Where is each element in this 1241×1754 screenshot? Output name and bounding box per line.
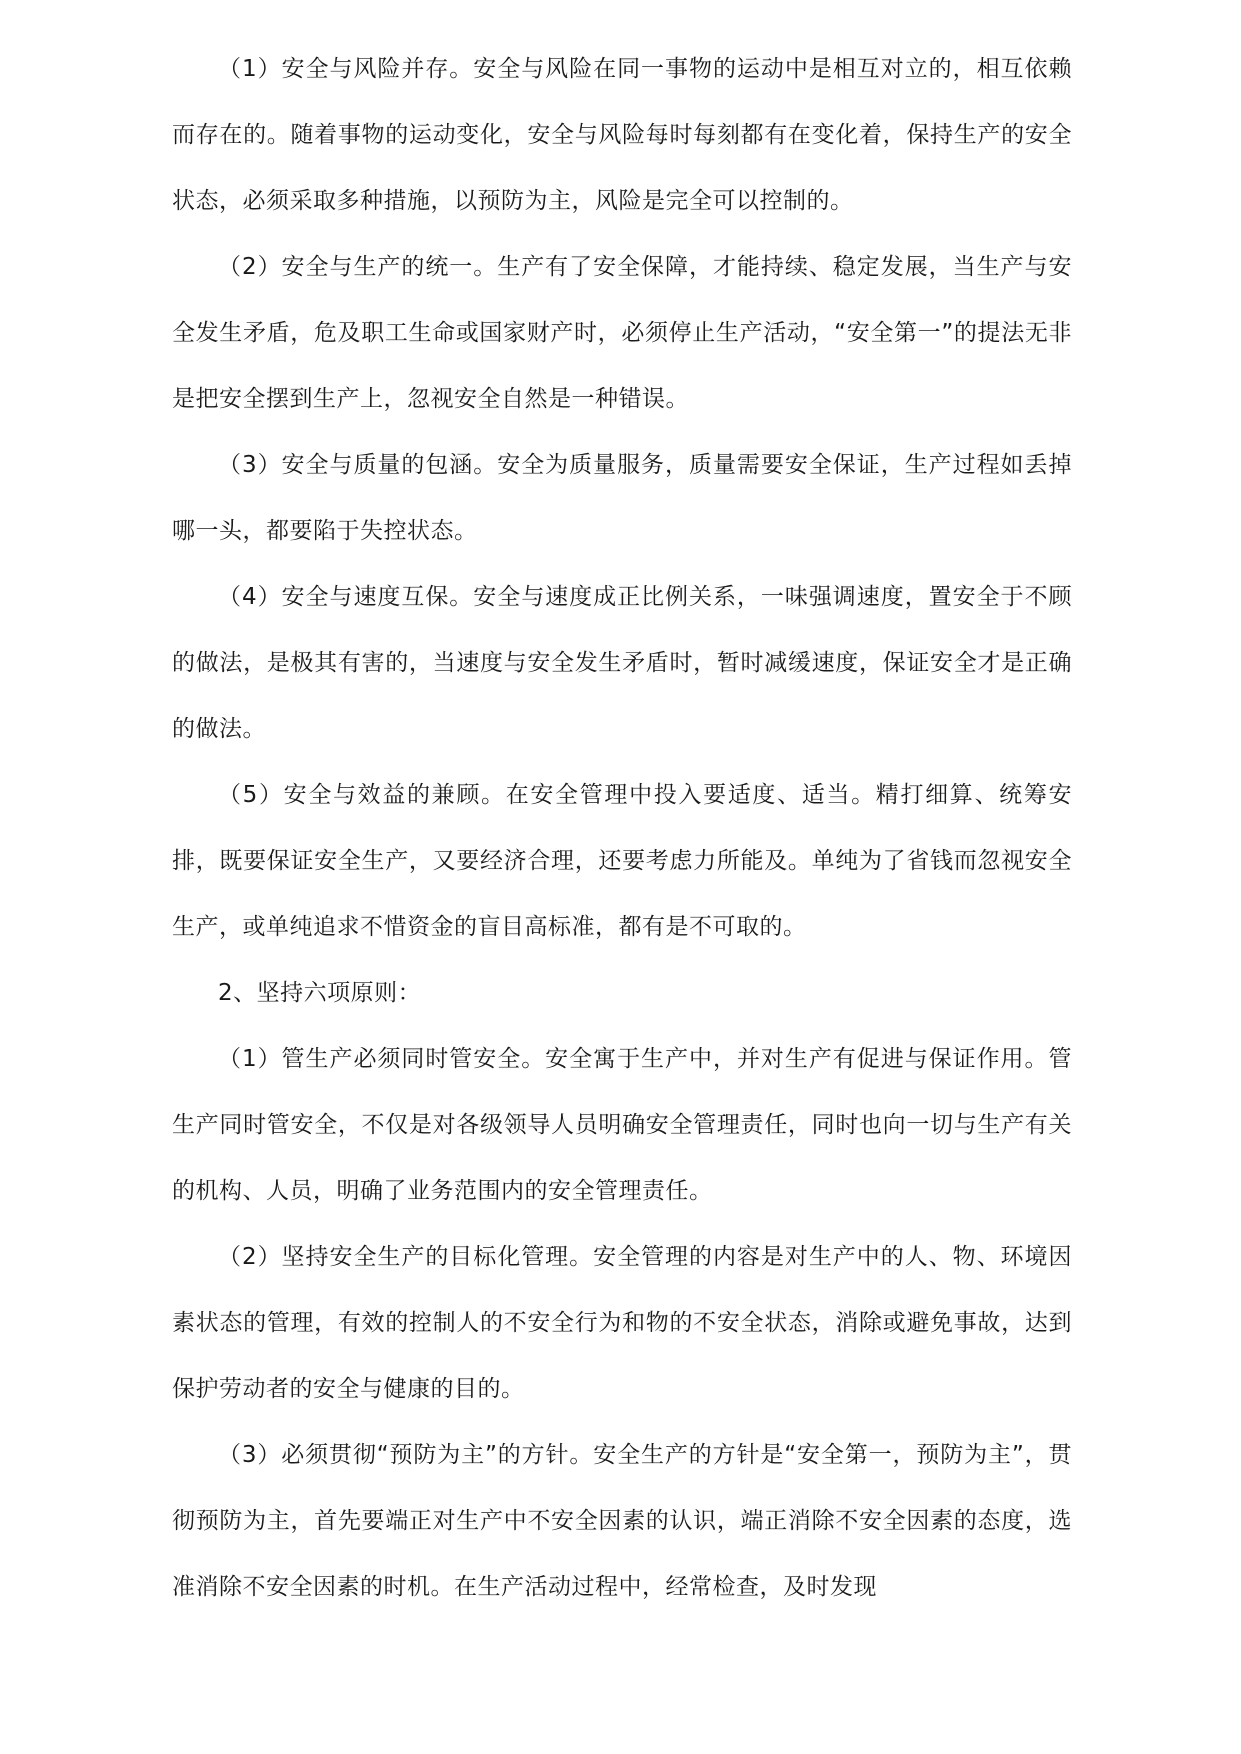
section-heading-six-principles: 2、坚持六项原则：	[218, 980, 422, 1006]
paragraph-safety-speed: （4）安全与速度互保。安全与速度成正比例关系，一味强调速度，置安全于不顾的做法，是极其有害的，当速度与安全发生矛盾时，暂时减缓速度，保证安全才是正确的做法。	[172, 584, 1072, 742]
paragraph-safety-quality: （3）安全与质量的包涵。安全为质量服务，质量需要安全保证，生产过程如丢掉哪一头，都要陷于失控状态。	[172, 452, 1072, 544]
document-body	[172, 36, 1072, 1620]
paragraph-safety-benefit: （5）安全与效益的兼顾。在安全管理中投入要适度、适当。精打细算、统筹安排，既要保证安全生产，又要经济合理，还要考虑力所能及。单纯为了省钱而忽视安全生产，或单纯追求不惜资金的盲目高标准，都有是不可取的。	[172, 782, 1072, 940]
paragraph-principle-3: （3）必须贯彻“预防为主”的方针。安全生产的方针是“安全第一，预防为主”，贯彻预防为主，首先要端正对生产中不安全因素的认识，端正消除不安全因素的态度，选准消除不安全因素的时机。在生产活动过程中，经常检查，及时发现	[172, 1442, 1072, 1600]
paragraph-safety-production: （2）安全与生产的统一。生产有了安全保障，才能持续、稳定发展，当生产与安全发生矛盾，危及职工生命或国家财产时，必须停止生产活动，“安全第一”的提法无非是把安全摆到生产上，忽视安全自然是一种错误。	[172, 254, 1072, 412]
paragraph-principle-2: （2）坚持安全生产的目标化管理。安全管理的内容是对生产中的人、物、环境因素状态的管理，有效的控制人的不安全行为和物的不安全状态，消除或避免事故，达到保护劳动者的安全与健康的目的。	[172, 1244, 1072, 1402]
paragraph-safety-risk: （1）安全与风险并存。安全与风险在同一事物的运动中是相互对立的，相互依赖而存在的。随着事物的运动变化，安全与风险每时每刻都有在变化着，保持生产的安全状态，必须采取多种措施，以预防为主，风险是完全可以控制的。	[172, 56, 1072, 214]
paragraph-principle-1: （1）管生产必须同时管安全。安全寓于生产中，并对生产有促进与保证作用。管生产同时管安全，不仅是对各级领导人员明确安全管理责任，同时也向一切与生产有关的机构、人员，明确了业务范围内的安全管理责任。	[172, 1046, 1072, 1204]
